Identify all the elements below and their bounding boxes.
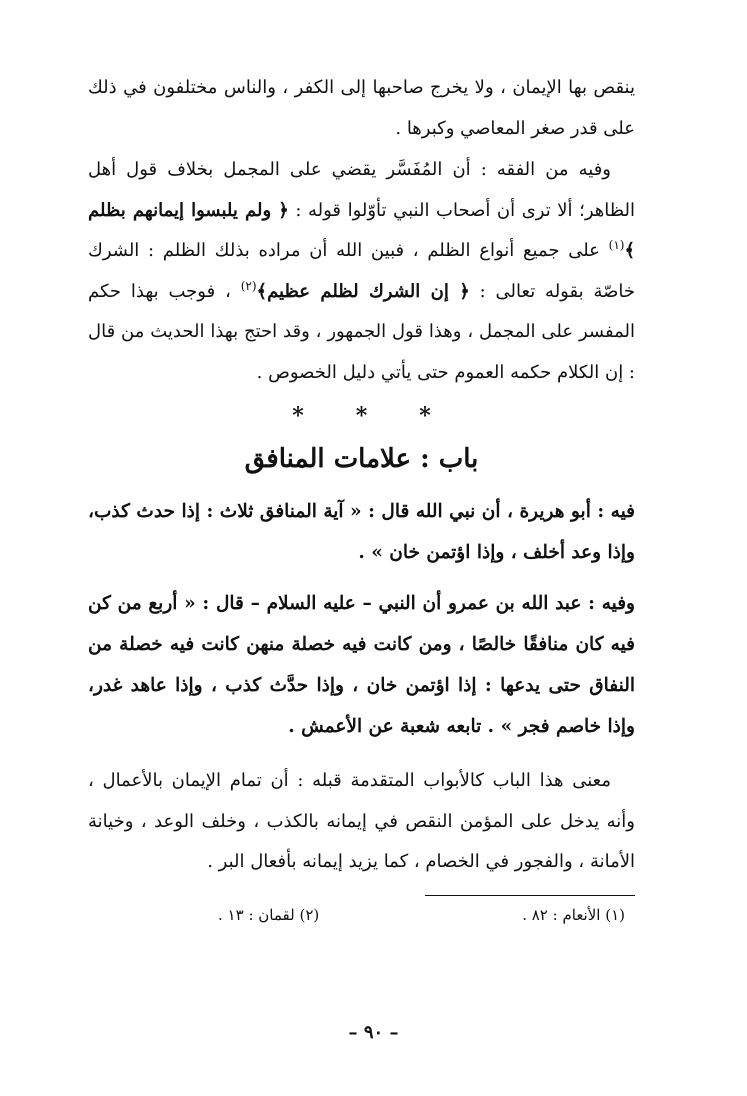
hadith-abu-hurayra: فيه : أبو هريرة ، أن نبي الله قال : « آية المنافق ثلاث : إذا حدث كذب، وإذا وعد أخلف ، وإذا اؤتمن خان » .	[88, 501, 635, 563]
chapter-title: باب : علامات المنافق	[244, 444, 479, 474]
footnotes	[88, 906, 635, 924]
footnote-divider	[425, 895, 635, 896]
fiqh-text-a: وفيه من الفقه : أن المُفَسَّر يقضي على المجمل بخلاف قول أهل الظاهر؛ ألا ترى أن أصحاب النبي تأوّلوا قوله :	[88, 159, 635, 221]
separator-star: *	[292, 403, 304, 429]
commentary-paragraph: معنى هذا الباب كالأبواب المتقدمة قبله : أن تمام الإيمان بالأعمال ، وأنه يدخل على المؤمن النقص في إيمانه بالكذب ، وخلف الوعد ، وخيانة الأمانة ، والفجور في الخصام ، كما يزيد إيمانه بأفعال البر .	[88, 770, 635, 872]
footnote-ref-1: (١)	[608, 238, 625, 252]
quran-quote-2: ﴿ إن الشرك لظلم عظيم﴾	[256, 280, 470, 302]
quran-quote-1: ﴿ ولم يلبسوا إيمانهم بظلم ﴾	[88, 199, 635, 261]
fiqh-paragraph	[88, 150, 635, 393]
footnote-2: (٢) لقمان : ١٣ .	[218, 905, 320, 924]
footnote-1: (١) الأنعام : ٨٢ .	[522, 905, 625, 924]
separator-star: *	[355, 403, 368, 429]
section-separator	[88, 403, 635, 437]
intro-paragraph: ينقص بها الإيمان ، ولا يخرج صاحبها إلى الكفر ، والناس مختلفون في ذلك على قدر صغر المعاصي وكبرها .	[88, 77, 635, 139]
separator-star: *	[419, 403, 431, 429]
hadith-abdullah-ibn-amr: وفيه : عبد الله بن عمرو أن النبي – عليه السلام – قال : « أربع من كن فيه كان منافقًا خالصًا ، ومن كانت فيه خصلة منهن كانت فيه خصلة من النفاق حتى يدعها : إذا اؤتمن خان ، وإذا حدَّث كذب ، وإذا عاهد غدر، وإذا خاصم فجر » . تابعه شعبة عن الأعمش .	[88, 593, 635, 737]
footnote-ref-2: (٢)	[240, 278, 257, 293]
fiqh-text-b: على جميع أنواع الظلم ، فبين الله أن مراده بذلك الظلم : الشرك خاصّة بقوله تعالى :	[88, 240, 635, 302]
page-number: – ٩٠ –	[348, 1022, 399, 1043]
fiqh-text-c: ، فوجب بهذا حكم المفسر على المجمل ، وهذا قول الجمهور ، وقد احتج بهذا الحديث من قال : إن الكلام حكمه العموم حتى يأتي دليل الخصوص .	[88, 280, 635, 383]
